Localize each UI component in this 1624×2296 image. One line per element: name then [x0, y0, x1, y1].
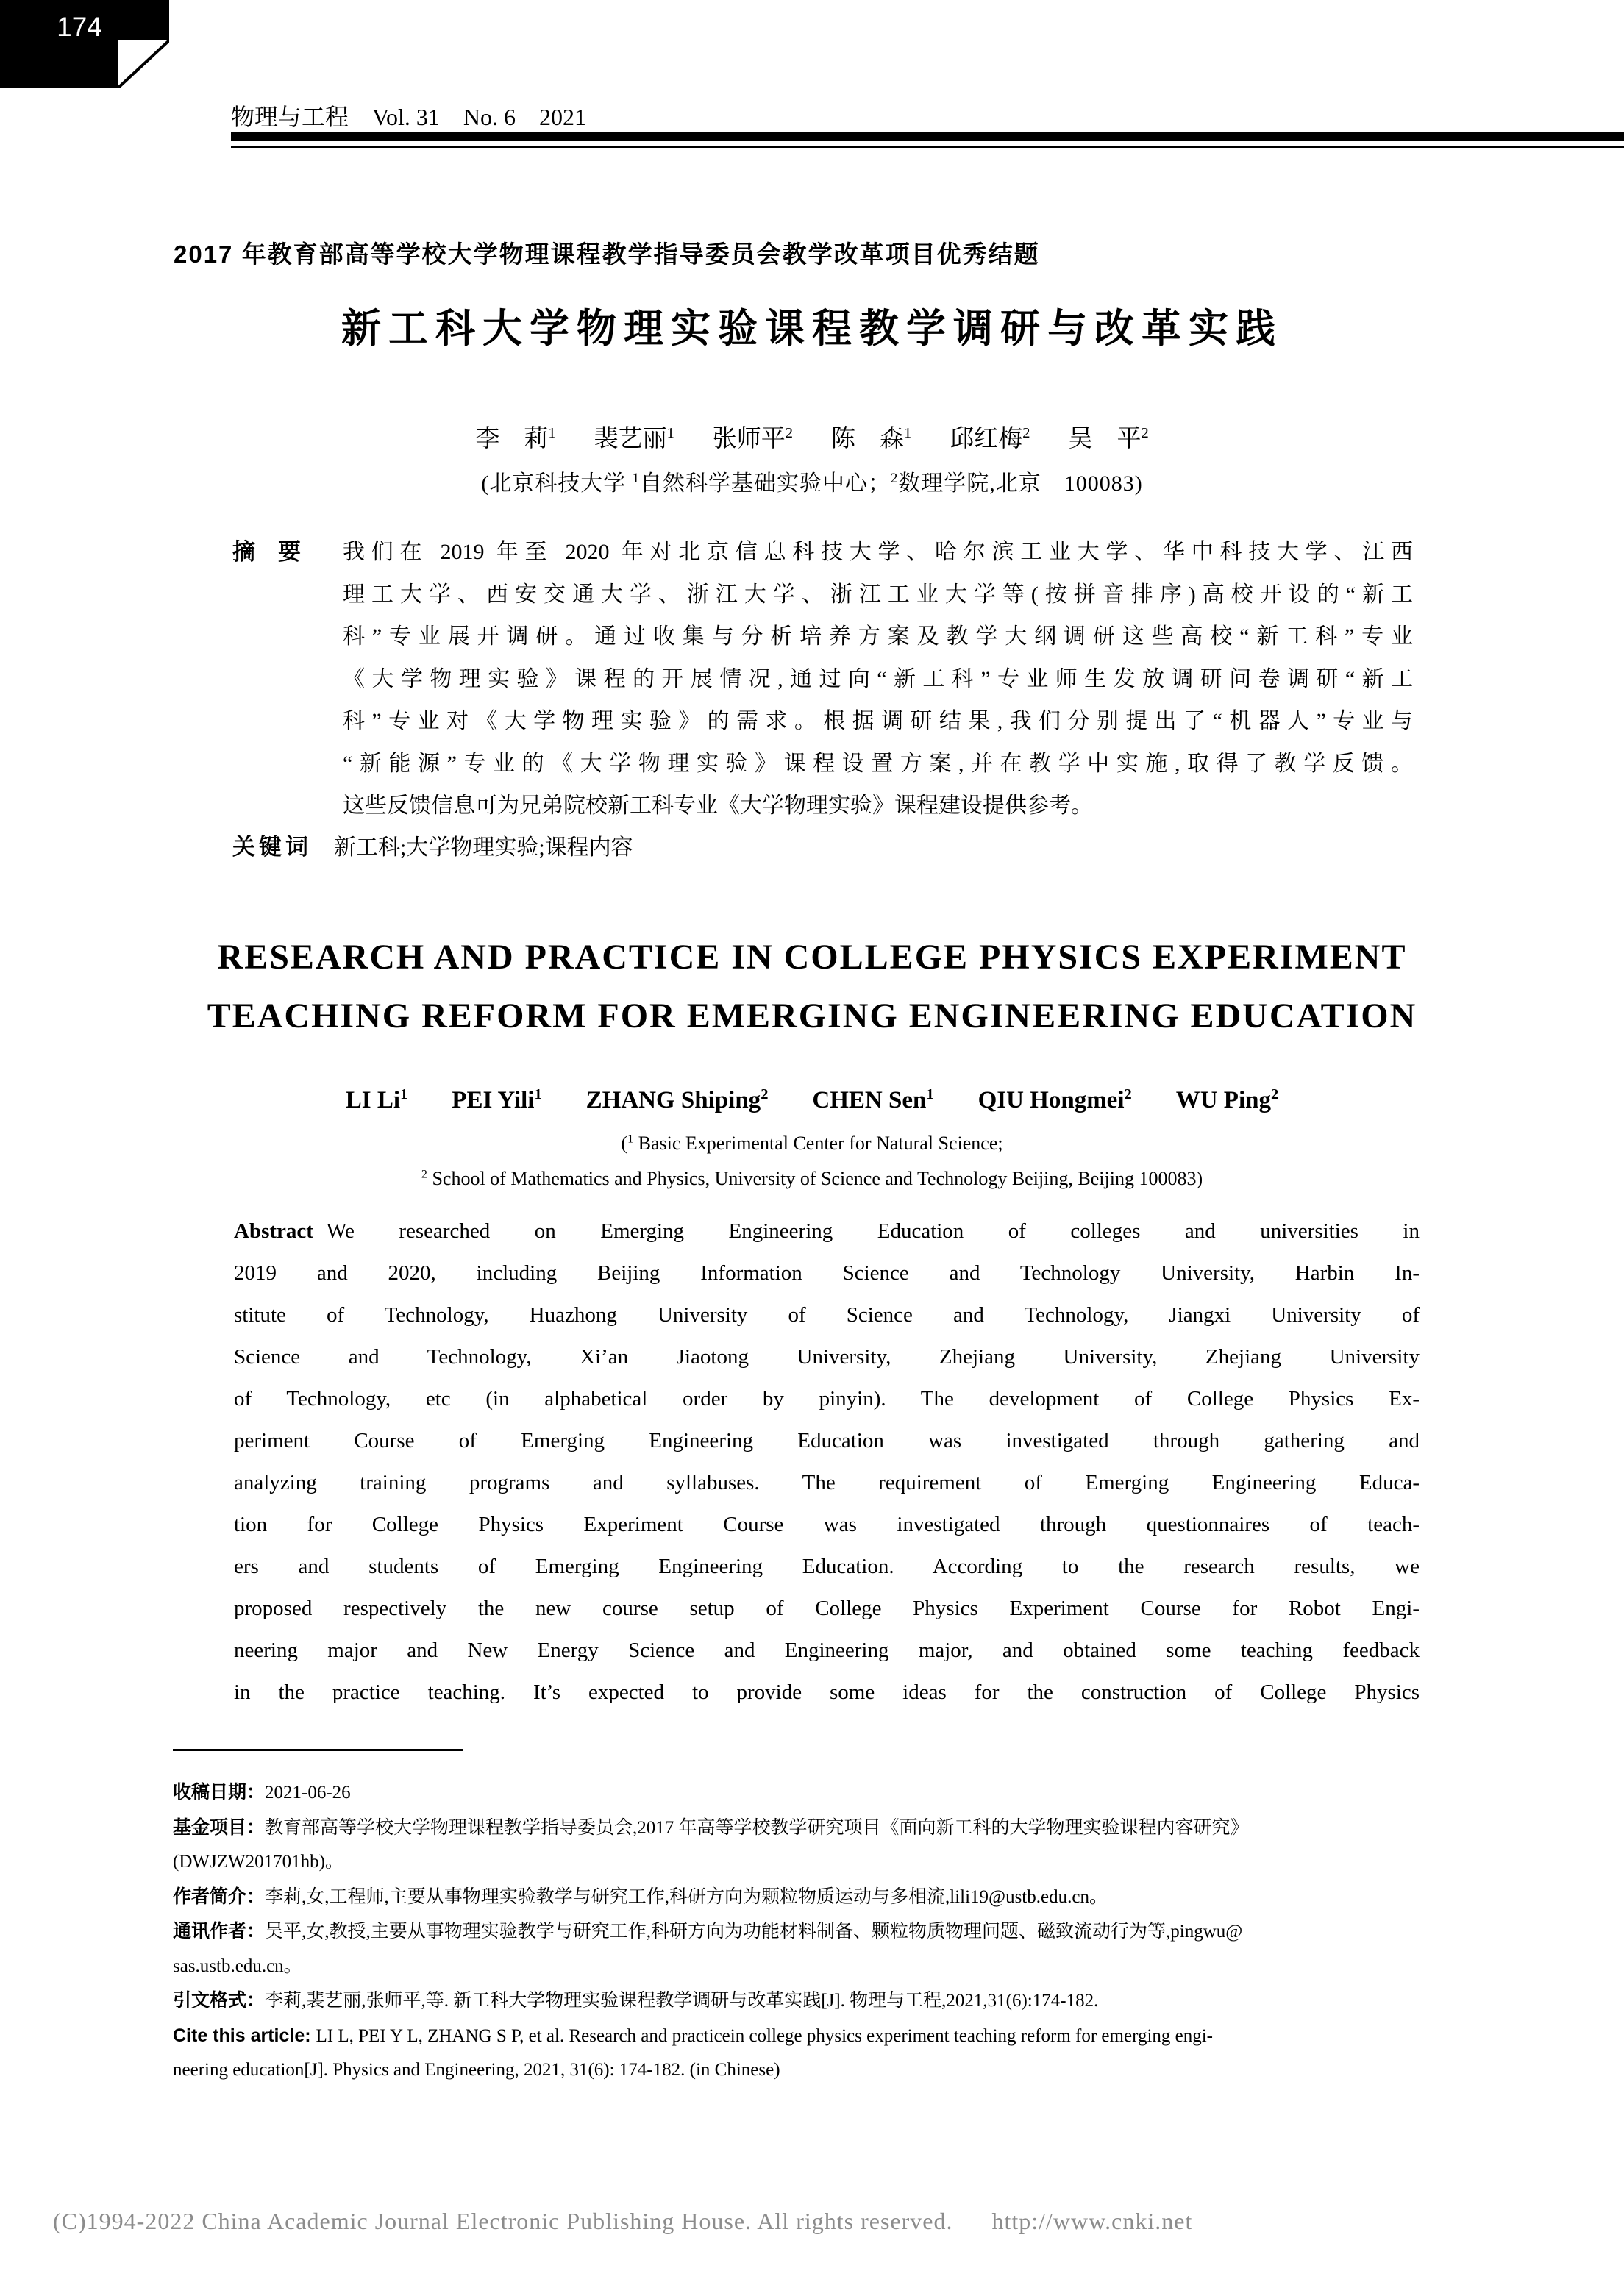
affiliation-sup: 1: [632, 471, 640, 486]
text-line: 这些反馈信息可为兄弟院校新工科专业《大学物理实验》课程建设提供参考。: [343, 794, 1093, 818]
line-label: Abstract: [234, 1219, 313, 1243]
header-rule-thick: [231, 132, 1624, 141]
affiliation-en-1: ($^1$ Basic Experimental Center for Natural Science;: [621, 1133, 1003, 1154]
author-affiliation-sup: 2: [761, 1086, 769, 1102]
author-name: ZHANG Shiping$^2$: [585, 1086, 769, 1113]
text-line: ers and students of Emerging Engineering Education. According to the research results, we: [234, 1555, 1420, 1578]
text-line: 理工大学、西安交通大学、浙江大学、浙江工业大学等(按拼音排序)高校开设的“新工: [343, 582, 1413, 607]
affiliation-sup: 2: [421, 1168, 427, 1181]
project-label: 2017 年教育部高等学校大学物理课程教学指导委员会教学改革项目优秀结题: [174, 240, 1040, 268]
keywords-row: [232, 828, 633, 866]
affiliation-zh: (北京科技大学 $^1$自然科学基础实验中心；$^2$数理学院,北京 100083): [481, 471, 1143, 496]
text-line: Science and Technology, Xi’an Jiaotong University, Zhejiang University, Zhejiang University: [234, 1345, 1420, 1369]
copyright-text: (C)1994-2022 China Academic Journal Electronic Publishing House. All rights reserved.: [53, 2208, 953, 2234]
author-name: 吴 平$^2$: [1068, 425, 1149, 452]
text-line: of Technology, etc (in alphabetical order by pinyin). The development of College Physics Ex-: [234, 1387, 1420, 1411]
author-name: 张师平$^2$: [712, 425, 793, 452]
text-line: analyzing training programs and syllabuses. The requirement of Emerging Engineering Educa-: [234, 1471, 1420, 1494]
page-number: 174: [57, 12, 102, 42]
footnote-separator: [173, 1749, 463, 1751]
article-title-zh: 新工科大学物理实验课程教学调研与改革实践: [341, 307, 1283, 351]
author-name: WU Ping$^2$: [1175, 1086, 1279, 1113]
text-line: stitute of Technology, Huazhong University of Science and Technology, Jiangxi University of: [234, 1303, 1420, 1327]
title-line: TEACHING REFORM FOR EMERGING ENGINEERING EDUCATION: [207, 997, 1417, 1035]
line-label: 通讯作者：: [173, 1921, 266, 1942]
line-label: 基金项目：: [173, 1817, 266, 1838]
text-line: 通讯作者：吴平,女,教授,主要从事物理实验教学与研究工作,科研方向为功能材料制备、颗粒物质物理问题、磁致流动行为等,pingwu@: [173, 1921, 1243, 1942]
affiliation-sup: 1: [627, 1133, 634, 1146]
author-affiliation-sup: 2: [1124, 1086, 1132, 1102]
affiliation-en-2: $^2$ School of Mathematics and Physics, University of Science and Technology Beijing, Beijing 100083): [421, 1168, 1203, 1189]
author-affiliation-sup: 1: [534, 1086, 542, 1102]
footnotes: [173, 1775, 1489, 2088]
text-line: (DWJZW201701hb)。: [173, 1852, 343, 1872]
text-line: neering major and New Energy Science and Engineering major, and obtained some teaching feedback: [234, 1639, 1420, 1662]
line-label: 引文格式：: [173, 1990, 266, 2011]
author-affiliation-sup: 2: [1141, 425, 1149, 441]
author-affiliation-sup: 1: [666, 425, 674, 441]
author-name: LI Li$^1$: [345, 1086, 408, 1113]
text-line: Cite this article: LI L, PEI Y L, ZHANG S P, et al. Research and practicein college physics experiment teaching reform for emerging engi-: [173, 2025, 1214, 2046]
author-name: QIU Hongmei$^2$: [977, 1086, 1132, 1113]
text-line: 科”专业对《大学物理实验》的需求。根据调研结果,我们分别提出了“机器人”专业与: [343, 709, 1413, 733]
text-line: proposed respectively the new course setup of College Physics Experiment Course for Robot Engi-: [234, 1597, 1420, 1620]
cnki-url: http://www.cnki.net: [991, 2208, 1193, 2234]
text-line: 引文格式：李莉,裴艺丽,张师平,等. 新工科大学物理实验课程教学调研与改革实践[J]. 物理与工程,2021,31(6):174-182.: [173, 1990, 1099, 2011]
title-line: RESEARCH AND PRACTICE IN COLLEGE PHYSICS EXPERIMENT: [217, 938, 1407, 977]
text-line: 收稿日期：2021-06-26: [173, 1782, 351, 1803]
journal-header: 物理与工程 Vol. 31 No. 6 2021: [231, 104, 586, 130]
authors-zh: [0, 419, 1624, 454]
text-line: tion for College Physics Experiment Course was investigated through questionnaires of teach-: [234, 1513, 1420, 1536]
keywords-label: 关键词: [232, 834, 312, 860]
text-line: “新能源”专业的《大学物理实验》课程设置方案,并在教学中实施,取得了教学反馈。: [343, 751, 1413, 776]
authors-en: [0, 1087, 1624, 1114]
author-name: 裴艺丽$^1$: [594, 425, 674, 452]
article-title-en: [0, 928, 1624, 1046]
author-name: PEI Yili$^1$: [452, 1086, 542, 1113]
text-line: 2019 and 2020, including Beijing Information Science and Technology University, Harbin In-: [234, 1261, 1420, 1285]
text-line: 我们在 2019 年至 2020 年对北京信息科技大学、哈尔滨工业大学、华中科技大学、江西: [343, 540, 1413, 564]
text-line: 作者简介：李莉,女,工程师,主要从事物理实验教学与研究工作,科研方向为颗粒物质运动与多相流,lili19@ustb.edu.cn。: [173, 1886, 1108, 1907]
text-line: in the practice teaching. It’s expected to provide some ideas for the construction of College Physics: [234, 1680, 1420, 1704]
text-line: 基金项目：教育部高等学校大学物理课程教学指导委员会,2017 年高等学校教学研究项目《面向新工科的大学物理实验课程内容研究》: [173, 1817, 1249, 1838]
page-number-tab: [0, 0, 169, 88]
line-label: 作者简介：: [173, 1886, 266, 1907]
author-affiliation-sup: 2: [785, 425, 793, 441]
keywords-text: 新工科;大学物理实验;课程内容: [334, 835, 633, 860]
copyright-line: [53, 2208, 1192, 2235]
author-affiliation-sup: 1: [400, 1086, 408, 1102]
line-label: 收稿日期：: [173, 1782, 266, 1803]
text-line: 科”专业展开调研。通过收集与分析培养方案及教学大纲调研这些高校“新工科”专业: [343, 624, 1413, 649]
text-line: periment Course of Emerging Engineering Education was investigated through gathering and: [234, 1429, 1420, 1452]
affiliation-sup: 2: [891, 471, 899, 486]
line-label: Cite this article:: [173, 2025, 316, 2046]
text-line: sas.ustb.edu.cn。: [173, 1955, 302, 1976]
author-affiliation-sup: 1: [926, 1086, 934, 1102]
text-line: 《大学物理实验》课程的开展情况,通过向“新工科”专业师生发放调研问卷调研“新工: [343, 666, 1413, 691]
header-rule-thin: [231, 146, 1624, 148]
abstract-body-en: [234, 1211, 1420, 1714]
abstract-body-zh: [343, 531, 1413, 827]
abstract-label-zh: 摘 要: [232, 539, 301, 565]
text-line: Abstract We researched on Emerging Engineering Education of colleges and universities in: [234, 1219, 1420, 1243]
author-name: 邱红梅$^2$: [950, 425, 1030, 452]
author-affiliation-sup: 2: [1270, 1086, 1279, 1102]
author-affiliation-sup: 1: [548, 425, 556, 441]
author-name: CHEN Sen$^1$: [812, 1086, 934, 1113]
text-line: neering education[J]. Physics and Engineering, 2021, 31(6): 174-182. (in Chinese): [173, 2060, 780, 2080]
author-name: 陈 森$^1$: [831, 425, 912, 452]
author-affiliation-sup: 1: [904, 425, 912, 441]
author-affiliation-sup: 2: [1022, 425, 1030, 441]
author-name: 李 莉$^1$: [475, 425, 556, 452]
